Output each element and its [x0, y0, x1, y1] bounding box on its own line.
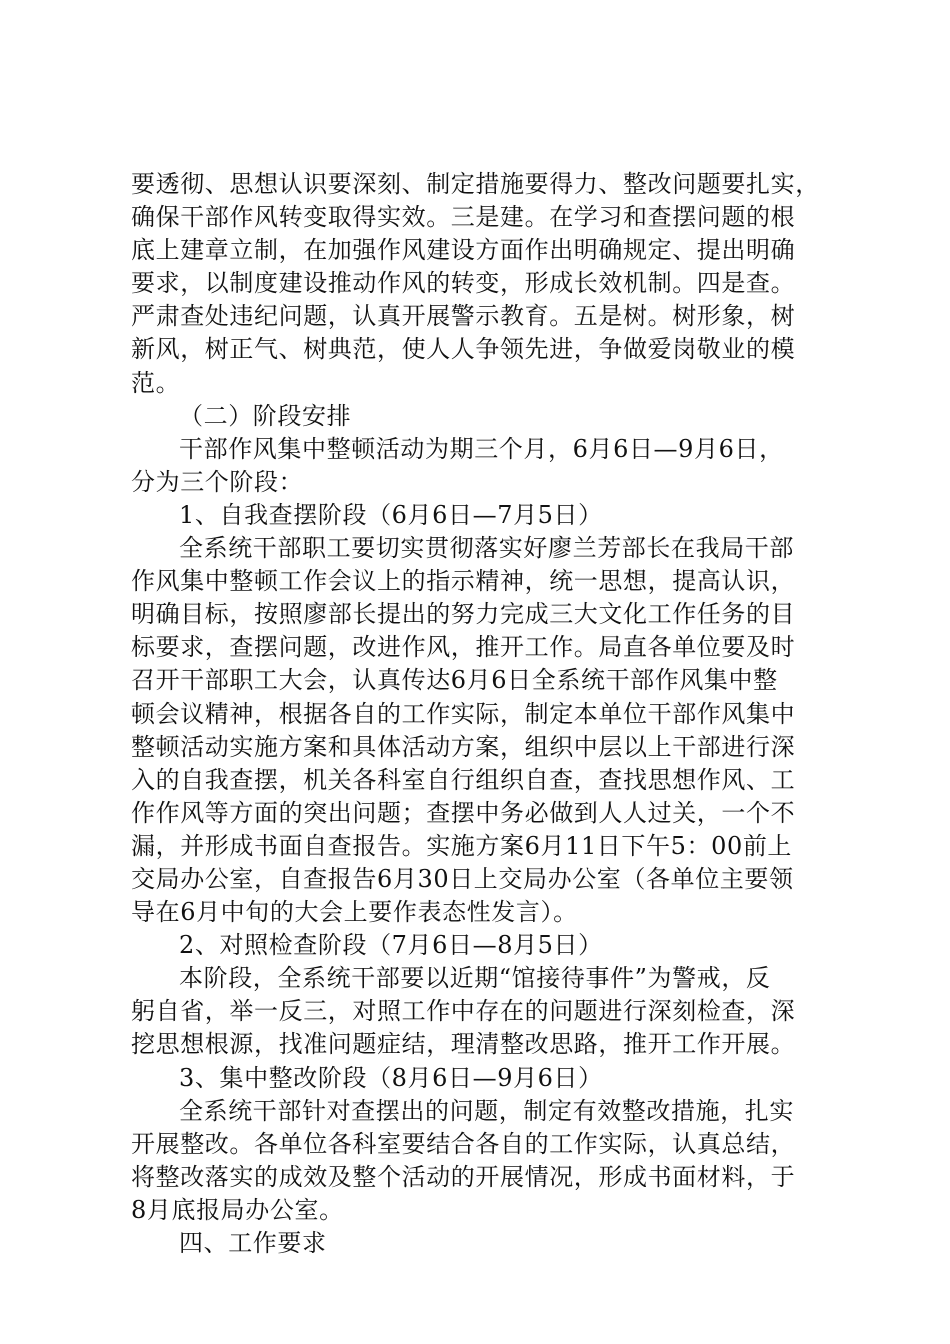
text-line: 新风，树正气、树典范，使人人争领先进，争做爱岗敬业的模 — [131, 335, 796, 364]
text-line: 标要求，查摆问题，改进作风，推开工作。局直各单位要及时 — [131, 633, 796, 662]
section-heading: （二）阶段安排 — [179, 401, 352, 430]
text-line: 漏，并形成书面自查报告。实施方案6月11日下午5：00前上 — [131, 831, 793, 860]
text-line: 将整改落实的成效及整个活动的开展情况，形成书面材料，于 — [131, 1162, 796, 1191]
text-line: 严肃查处违纪问题，认真开展警示教育。五是树。树形象，树 — [131, 302, 796, 331]
text-line: 顿会议精神，根据各自的工作实际，制定本单位干部作风集中 — [131, 699, 796, 728]
text-line: 作作风等方面的突出问题；查摆中务必做到人人过关，一个不 — [131, 798, 796, 827]
phase-heading: 3、集中整改阶段（8月6日—9月6日） — [179, 1063, 603, 1092]
text-line: 全系统干部职工要切实贯彻落实好廖兰芳部长在我局干部 — [179, 534, 794, 563]
text-line: 开展整改。各单位各科室要结合各自的工作实际，认真总结， — [131, 1129, 796, 1158]
text-line: 躬自省，举一反三，对照工作中存在的问题进行深刻检查，深 — [131, 997, 796, 1026]
text-line: 确保干部作风转变取得实效。三是建。在学习和查摆问题的根 — [131, 203, 796, 232]
text-line: 8月底报局办公室。 — [131, 1195, 344, 1224]
text-line: 入的自我查摆，机关各科室自行组织自查，查找思想作风、工 — [131, 765, 796, 794]
text-line: 本阶段，全系统干部要以近期“馆接待事件”为警戒，反 — [179, 964, 771, 993]
text-line: 交局办公室，自查报告6月30日上交局办公室（各单位主要领 — [131, 864, 794, 893]
text-line: 整顿活动实施方案和具体活动方案，组织中层以上干部进行深 — [131, 732, 796, 761]
text-line: 要透彻、思想认识要深刻、制定措施要得力、整改问题要扎实， — [131, 170, 820, 198]
text-line: 底上建章立制，在加强作风建设方面作出明确规定、提出明确 — [131, 236, 796, 265]
phase-heading: 2、对照检查阶段（7月6日—8月5日） — [179, 931, 603, 960]
text-line: 范。 — [131, 368, 181, 397]
text-line: 作风集中整顿工作会议上的指示精神，统一思想，提高认识， — [131, 567, 796, 596]
section-heading: 四、工作要求 — [179, 1229, 327, 1257]
text-line: 挖思想根源，找准问题症结，理清整改思路，推开工作开展。 — [131, 1030, 796, 1059]
text-line: 要求，以制度建设推动作风的转变，形成长效机制。四是查。 — [131, 269, 796, 298]
text-line: 分为三个阶段： — [131, 467, 304, 496]
text-line: 干部作风集中整顿活动为期三个月，6月6日—9月6日， — [179, 434, 784, 463]
text-line: 导在6月中旬的大会上要作表态性发言）。 — [131, 898, 578, 927]
text-line: 召开干部职工大会，认真传达6月6日全系统干部作风集中整 — [131, 666, 778, 695]
phase-heading: 1、自我查摆阶段（6月6日—7月5日） — [179, 500, 603, 529]
text-line: 明确目标，按照廖部长提出的努力完成三大文化工作任务的目 — [131, 600, 796, 629]
document-body — [131, 168, 831, 1260]
text-line: 全系统干部针对查摆出的问题，制定有效整改措施，扎实 — [179, 1096, 794, 1125]
